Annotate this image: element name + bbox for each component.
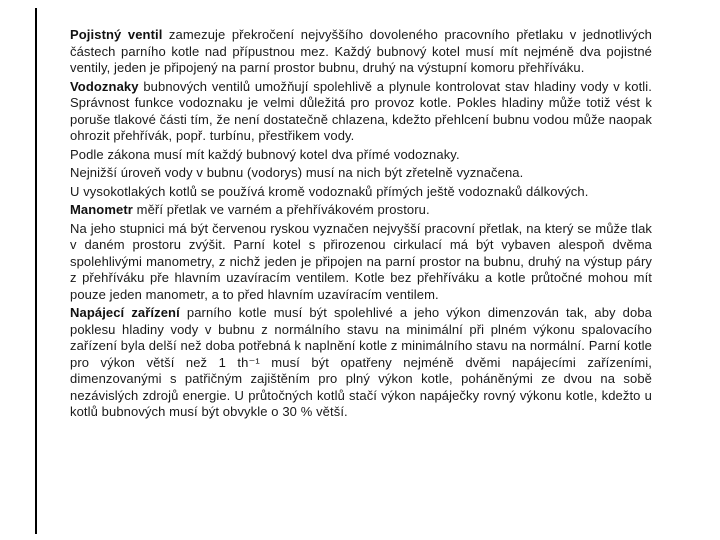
paragraph-text: U vysokotlakých kotlů se používá kromě vodoznaků přímých ještě vodoznaků dálkových. — [70, 183, 589, 199]
paragraph-text: Na jeho stupnici má být červenou ryskou vyznačen nejvyšší pracovní přetlak, na který se může tlak v daném prostoru zvýšit. Parní kotel s přirozenou cirkulací má být vybaven alespoň dvěma spolehlivými manometry, z nichž jeden je připojen na parní prostor na bubnu, druhý na výstup páry z přehříváku pře hlavním uzavíracím ventilem. Kotle bez přehříváku a kotle průtočné mohou mít pouze jeden manometr, a to před hlavním uzavíracím ventilem. — [70, 220, 652, 302]
paragraph-vysokotlake-kotle — [70, 184, 652, 201]
text-block — [70, 27, 652, 423]
paragraph-nejnizsi-uroven — [70, 165, 652, 182]
paragraph-stupnice — [70, 221, 652, 304]
paragraph-lead: Manometr — [70, 202, 133, 217]
paragraph-podle-zakona — [70, 147, 652, 164]
paragraph-text: parního kotle musí být spolehlivé a jeho výkon dimenzován tak, aby doba poklesu hladiny vody v bubnu z normálního stavu na minimální při plném výkonu spalovacího zařízení byla delší než doba potřebná k naplnění kotle z minimálního stavu na normální. Parní kotle pro výkon větší než 1 th⁻¹ musí být opatřeny nejméně dvěmi napájecími zařízeními, dimenzovanými s patřičným zajištěním pro plný výkon kotle, poháněnými ze dvou na sobě nezávislých zdrojů energie. U průtočných kotlů stačí výkon napáječky rovný výkonu kotle, kdežto u kotlů bubnových musí být obvykle o 30 % větší. — [70, 305, 652, 419]
paragraph-text: Nejnižší úroveň vody v bubnu (vodorys) musí na nich být zřetelně vyznačena. — [70, 165, 524, 180]
paragraph-manometr — [70, 202, 652, 219]
paragraph-vodoznaky — [70, 79, 652, 145]
paragraph-pojistny-ventil — [70, 27, 652, 77]
paragraph-text: měří přetlak ve varném a přehřívákovém prostoru. — [132, 202, 430, 217]
paragraph-lead: Vodoznaky — [70, 78, 139, 94]
paragraph-text: zamezuje překročení nejvyššího dovoleného pracovního přetlaku v jednotlivých částech parního kotle nad přípustnou mez. Každý bubnový kotel musí mít nejméně dva pojistné ventily, jeden je připojený na parní prostor bubnu, druhý na výstupní komoru přehříváku. — [70, 27, 652, 75]
left-border-line — [35, 8, 37, 534]
paragraph-lead: Napájecí zařízení — [70, 305, 180, 320]
paragraph-text: bubnových ventilů umožňují spolehlivě a plynule kontrolovat stav hladiny vody v kotli. Správnost funkce vodoznaku je velmi důležitá pro provoz kotle. Pokles hladiny může totiž vést k poruše tlakové části tím, že není dostatečně chlazena, kdežto přehlcení bubnu vodou může naopak ohrozit přehřívák, popř. turbínu, přestřikem vody. — [70, 78, 652, 143]
paragraph-text: Podle zákona musí mít každý bubnový kotel dva přímé vodoznaky. — [70, 146, 460, 162]
paragraph-lead: Pojistný ventil — [70, 27, 163, 42]
paragraph-napajeci-zarizeni — [70, 305, 652, 421]
